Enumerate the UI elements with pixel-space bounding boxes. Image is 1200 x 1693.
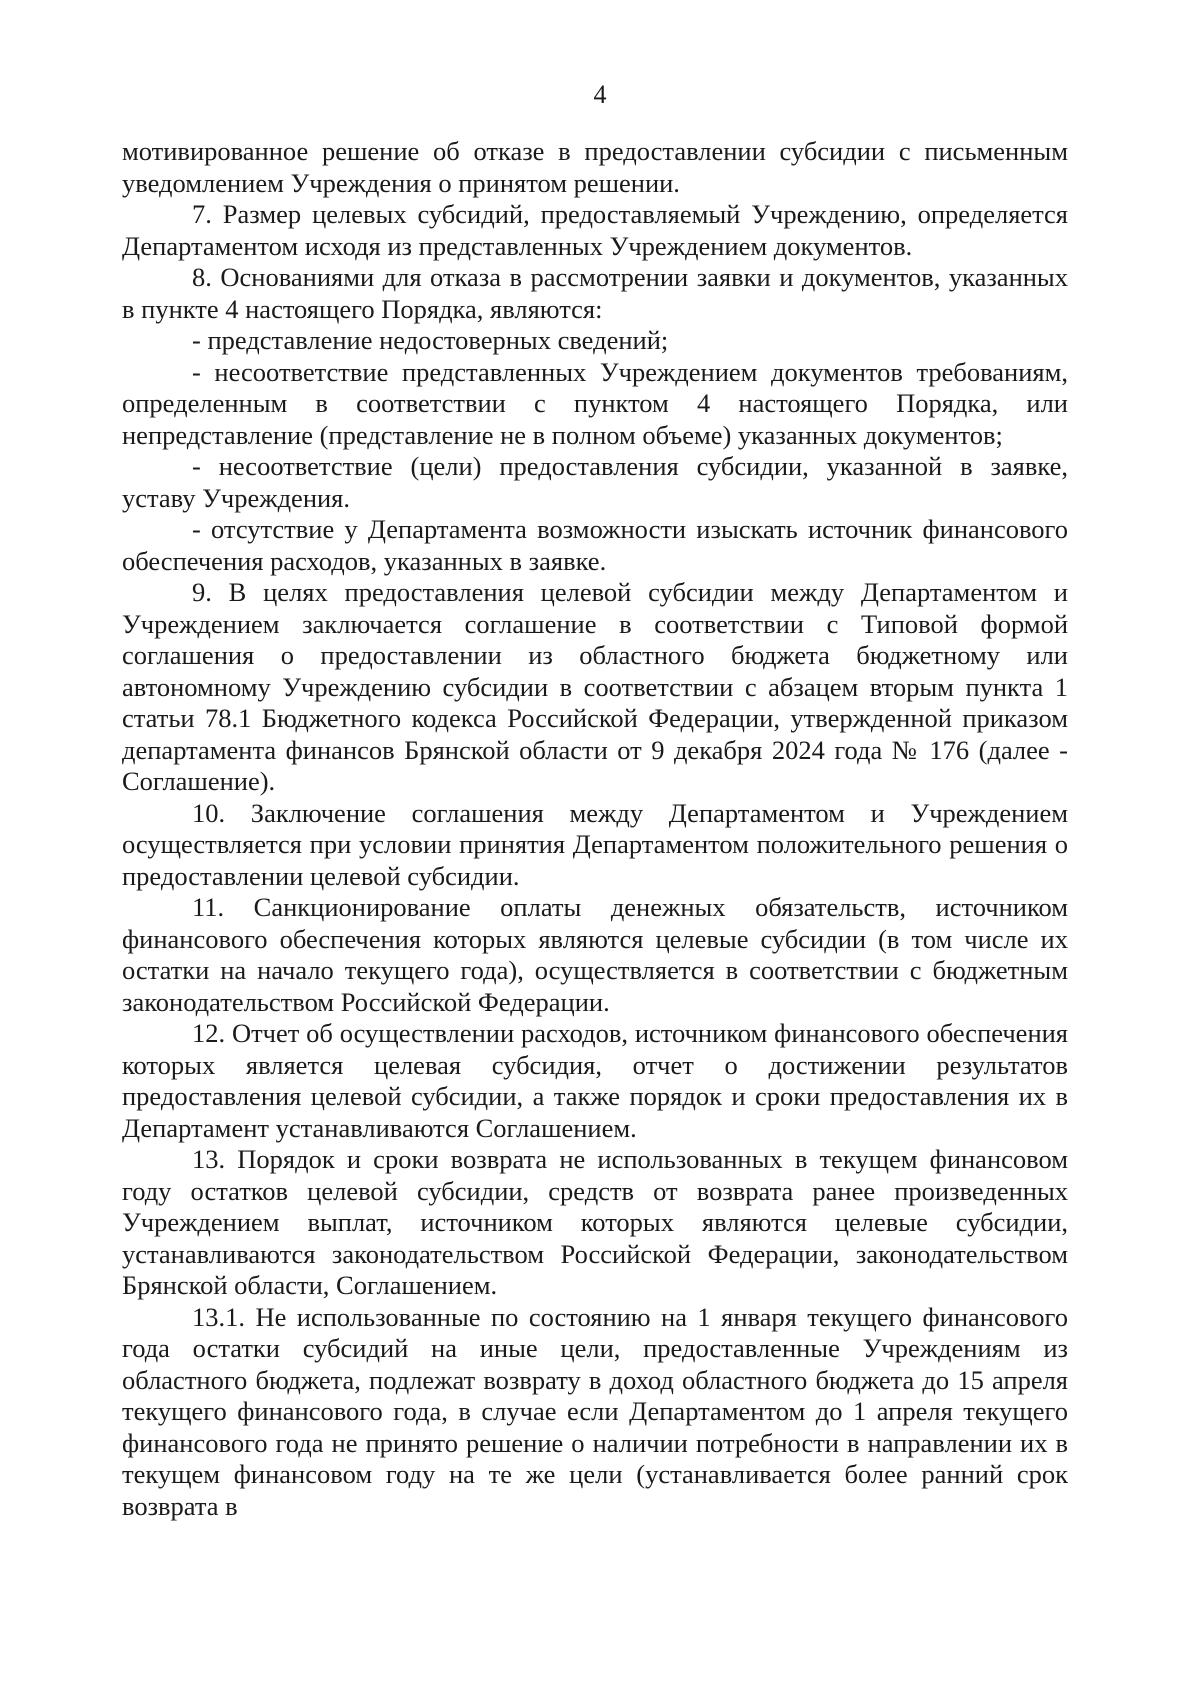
paragraph-item-8-bullet-4: - отсутствие у Департамента возможности изыскать источник финансового обеспечения расходов, указанных в заявке. [122, 514, 1068, 576]
paragraph-item-13-1: 13.1. Не использованные по состоянию на 1 января текущего финансового года остатки субсидий на иные цели, предоставленные Учреждениям из областного бюджета, подлежат возврату в доход областного бюджета до 15 апреля текущего финансового года, в случае если Департаментом до 1 апреля текущего финансового года не принято решение о наличии потребности в направлении их в текущем финансовом году на те же цели (устанавливается более ранний срок возврата в [122, 1301, 1068, 1521]
paragraph-item-9: 9. В целях предоставления целевой субсидии между Департаментом и Учреждением заключается соглашение в соответствии с Типовой формой соглашения о предоставлении из областного бюджета бюджетному или автономному Учреждению субсидии в соответствии с абзацем вторым пункта 1 статьи 78.1 Бюджетного кодекса Российской Федерации, утвержденной приказом департамента финансов Брянской области от 9 декабря 2024 года № 176 (далее - Соглашение). [122, 577, 1068, 796]
document-body [122, 136, 1068, 1522]
paragraph-item-8-bullet-3: - несоответствие (цели) предоставления субсидии, указанной в заявке, уставу Учреждения. [122, 451, 1068, 513]
page-number: 4 [593, 80, 607, 109]
paragraph-item-11: 11. Санкционирование оплаты денежных обязательств, источником финансового обеспечения которых являются целевые субсидии (в том числе их остатки на начало текущего года), осуществляется в соответствии с бюджетным законодательством Российской Федерации. [122, 892, 1068, 1017]
paragraph-item-8-bullet-1: - представление недостоверных сведений; [192, 325, 669, 355]
paragraph-item-8-bullet-2: - несоответствие представленных Учреждением документов требованиям, определенным в соответствии с пунктом 4 настоящего Порядка, или непредставление (представление не в полном объеме) указанных документов; [122, 356, 1068, 450]
paragraph-item-7: 7. Размер целевых субсидий, предоставляемый Учреждению, определяется Департаментом исходя из представленных Учреждением документов. [122, 199, 1068, 261]
paragraph-item-12: 12. Отчет об осуществлении расходов, источником финансового обеспечения которых является целевая субсидия, отчет о достижении результатов предоставления целевой субсидии, а также порядок и сроки предоставления их в Департамент устанавливаются Соглашением. [122, 1018, 1068, 1143]
paragraph-item-8: 8. Основаниями для отказа в рассмотрении заявки и документов, указанных в пункте 4 настоящего Порядка, являются: [122, 262, 1068, 324]
paragraph-continuation: мотивированное решение об отказе в предоставлении субсидии с письменным уведомлением Учреждения о принятом решении. [122, 136, 1068, 198]
paragraph-item-10: 10. Заключение соглашения между Департаментом и Учреждением осуществляется при условии принятия Департаментом положительного решения о предоставлении целевой субсидии. [122, 797, 1068, 891]
paragraph-item-13: 13. Порядок и сроки возврата не использованных в текущем финансовом году остатков целевой субсидии, средств от возврата ранее произведенных Учреждением выплат, источником которых являются целевые субсидии, устанавливаются законодательством Российской Федерации, законодательством Брянской области, Соглашением. [122, 1144, 1068, 1300]
